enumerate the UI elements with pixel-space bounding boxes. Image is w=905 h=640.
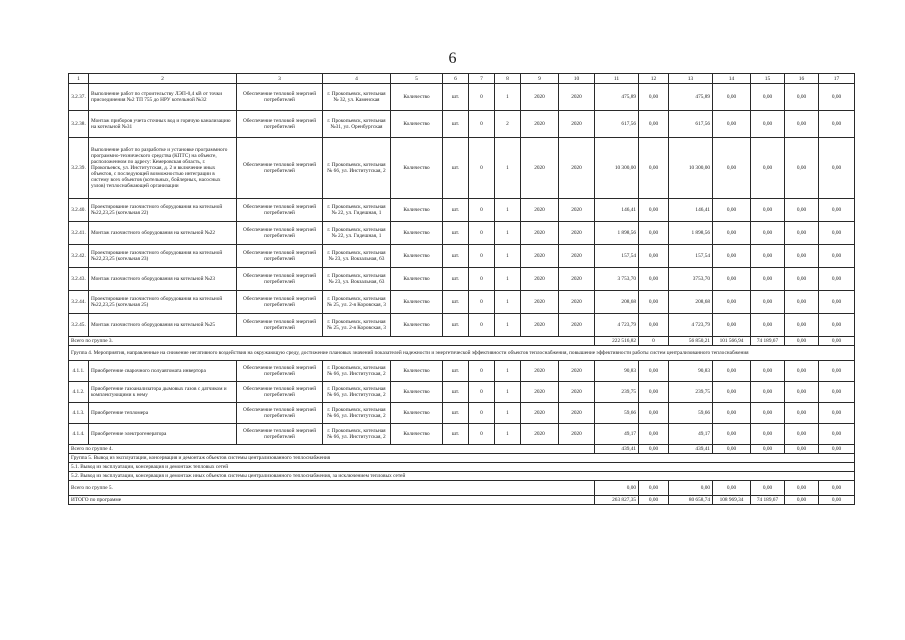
value-cell-c7: 0 (469, 382, 495, 403)
total-row (69, 445, 855, 454)
total-row (69, 481, 855, 496)
table-row (69, 222, 855, 245)
row-number-cell: 3.2.44. (69, 291, 89, 314)
value-cell-c16: 0,00 (785, 361, 819, 382)
value-cell-c7: 0 (469, 314, 495, 337)
value-cell-c13: 157,54 (669, 245, 713, 268)
location-cell: г. Прокопьевск, котельная №31, ул. Оренбургская (323, 111, 391, 138)
value-cell-c9: 2020 (521, 382, 559, 403)
total-value-cell: 439,41 (595, 445, 639, 454)
column-number-cell: 13 (669, 74, 713, 84)
location-cell: г. Прокопьевск, котельная № 66, ул. Институтская, 2 (323, 424, 391, 445)
value-cell-c13: 208,68 (669, 291, 713, 314)
value-cell-c8: 1 (495, 222, 521, 245)
value-cell-c10: 2020 (559, 424, 595, 445)
value-cell-c12: 0,00 (639, 111, 669, 138)
location-cell: г. Прокопьевск, котельная № 22, ул. Гидешная, 1 (323, 222, 391, 245)
value-cell-c17: 0,00 (819, 424, 855, 445)
column-number-cell: 9 (521, 74, 559, 84)
value-cell-c6: шт. (443, 199, 469, 222)
value-cell-c12: 0,00 (639, 361, 669, 382)
value-cell-c6: шт. (443, 291, 469, 314)
value-cell-c6: шт. (443, 138, 469, 199)
value-cell-c9: 2020 (521, 111, 559, 138)
value-cell-c8: 1 (495, 138, 521, 199)
value-cell-c16: 0,00 (785, 403, 819, 424)
value-cell-c7: 0 (469, 268, 495, 291)
value-cell-c15: 0,00 (751, 199, 785, 222)
location-cell: г. Прокопьевск, котельная № 66, ул. Институтская, 2 (323, 138, 391, 199)
purpose-cell: Обеспечение тепловой энергией потребителей (237, 382, 323, 403)
total-value-cell: 0,00 (785, 337, 819, 346)
total-value-cell: 0,00 (785, 445, 819, 454)
total-row (69, 496, 855, 505)
row-number-cell: 3.2.45. (69, 314, 89, 337)
value-cell-c5: Количество (391, 403, 443, 424)
value-cell-c17: 0,00 (819, 138, 855, 199)
location-cell: г. Прокопьевск, котельная № 66, ул. Институтская, 2 (323, 403, 391, 424)
value-cell-c10: 2020 (559, 268, 595, 291)
total-value-cell: 0,00 (785, 481, 819, 496)
table-body (69, 74, 855, 505)
table-row (69, 314, 855, 337)
value-cell-c5: Количество (391, 84, 443, 111)
value-cell-c13: 90,83 (669, 361, 713, 382)
total-value-cell: 0,00 (751, 445, 785, 454)
purpose-cell: Обеспечение тепловой энергией потребителей (237, 84, 323, 111)
column-number-cell: 17 (819, 74, 855, 84)
total-value-cell: 74 189,67 (751, 337, 785, 346)
value-cell-c15: 0,00 (751, 424, 785, 445)
description-cell: Проектирование газочистного оборудования на котельной №22,23,25 (котельная 25) (89, 291, 237, 314)
value-cell-c7: 0 (469, 111, 495, 138)
total-value-cell: 56 850,21 (669, 337, 713, 346)
group-5-subsection-2-cell: 5.2. Вывод из эксплуатации, консервация и демонтаж иных объектов системы централизованного теплоснабжения, за исключением тепловых сетей (69, 472, 855, 481)
value-cell-c11: 157,54 (595, 245, 639, 268)
column-number-cell: 4 (323, 74, 391, 84)
value-cell-c7: 0 (469, 199, 495, 222)
location-cell: г. Прокопьевск, котельная № 23, ул. Вокзальная, 63 (323, 245, 391, 268)
row-number-cell: 4.1.2. (69, 382, 89, 403)
total-value-cell: 0,00 (785, 496, 819, 505)
table-row (69, 199, 855, 222)
value-cell-c14: 0,00 (713, 291, 751, 314)
value-cell-c5: Количество (391, 138, 443, 199)
location-cell: г. Прокопьевск, котельная № 25, ул. 2-я Коровская, 3 (323, 314, 391, 337)
purpose-cell: Обеспечение тепловой энергией потребителей (237, 245, 323, 268)
value-cell-c14: 0,00 (713, 268, 751, 291)
value-cell-c13: 1 898,56 (669, 222, 713, 245)
value-cell-c8: 1 (495, 268, 521, 291)
column-number-cell: 10 (559, 74, 595, 84)
value-cell-c9: 2020 (521, 84, 559, 111)
value-cell-c5: Количество (391, 199, 443, 222)
group-4-title-cell: Группа 4. Мероприятия, направленные на снижение негативного воздействия на окружающую среду, достижение плановых значений показателей надежности и энергетической эффективности объектов теплоснабжения, повышение эффективности работы систем централизованного теплоснабжения (69, 346, 855, 361)
row-number-cell: 3.2.43. (69, 268, 89, 291)
value-cell-c8: 1 (495, 382, 521, 403)
value-cell-c14: 0,00 (713, 84, 751, 111)
total-value-cell: 108 969,34 (713, 496, 751, 505)
value-cell-c6: шт. (443, 268, 469, 291)
column-number-cell: 6 (443, 74, 469, 84)
group-5-subsection-1 (69, 463, 855, 472)
value-cell-c16: 0,00 (785, 245, 819, 268)
value-cell-c8: 1 (495, 84, 521, 111)
value-cell-c12: 0,00 (639, 245, 669, 268)
value-cell-c15: 0,00 (751, 403, 785, 424)
purpose-cell: Обеспечение тепловой энергией потребителей (237, 111, 323, 138)
value-cell-c14: 0,00 (713, 111, 751, 138)
column-number-cell: 16 (785, 74, 819, 84)
value-cell-c17: 0,00 (819, 84, 855, 111)
value-cell-c17: 0,00 (819, 291, 855, 314)
value-cell-c14: 0,00 (713, 424, 751, 445)
value-cell-c5: Количество (391, 314, 443, 337)
value-cell-c12: 0,00 (639, 138, 669, 199)
purpose-cell: Обеспечение тепловой энергией потребителей (237, 403, 323, 424)
total-value-cell: 0,00 (819, 481, 855, 496)
purpose-cell: Обеспечение тепловой энергией потребителей (237, 291, 323, 314)
row-number-cell: 3.2.38. (69, 111, 89, 138)
value-cell-c11: 59,66 (595, 403, 639, 424)
total-value-cell: 0,00 (639, 481, 669, 496)
value-cell-c15: 0,00 (751, 111, 785, 138)
value-cell-c10: 2020 (559, 111, 595, 138)
row-number-cell: 3.2.41. (69, 222, 89, 245)
value-cell-c17: 0,00 (819, 111, 855, 138)
table-row (69, 382, 855, 403)
value-cell-c11: 4 723,79 (595, 314, 639, 337)
table-row (69, 291, 855, 314)
value-cell-c17: 0,00 (819, 361, 855, 382)
value-cell-c16: 0,00 (785, 138, 819, 199)
value-cell-c10: 2020 (559, 291, 595, 314)
value-cell-c8: 1 (495, 424, 521, 445)
value-cell-c13: 10 300,00 (669, 138, 713, 199)
value-cell-c7: 0 (469, 245, 495, 268)
table-row (69, 424, 855, 445)
value-cell-c16: 0,00 (785, 314, 819, 337)
value-cell-c10: 2020 (559, 199, 595, 222)
value-cell-c17: 0,00 (819, 199, 855, 222)
location-cell: г. Прокопьевск, котельная № 66, ул. Институтская, 2 (323, 361, 391, 382)
row-number-cell: 3.2.39. (69, 138, 89, 199)
value-cell-c7: 0 (469, 361, 495, 382)
value-cell-c9: 2020 (521, 291, 559, 314)
description-cell: Проектирование газочистного оборудования на котельной №22,23,25 (котельная 23) (89, 245, 237, 268)
value-cell-c11: 475,89 (595, 84, 639, 111)
table-row (69, 111, 855, 138)
column-number-cell: 2 (89, 74, 237, 84)
total-value-cell: 0,00 (639, 445, 669, 454)
value-cell-c6: шт. (443, 403, 469, 424)
value-cell-c9: 2020 (521, 199, 559, 222)
value-cell-c12: 0,00 (639, 222, 669, 245)
value-cell-c16: 0,00 (785, 268, 819, 291)
value-cell-c14: 0,00 (713, 361, 751, 382)
value-cell-c9: 2020 (521, 138, 559, 199)
value-cell-c5: Количество (391, 245, 443, 268)
investment-program-table (68, 73, 855, 505)
value-cell-c12: 0,00 (639, 268, 669, 291)
location-cell: г. Прокопьевск, котельная № 23, ул. Вокзальная, 63 (323, 268, 391, 291)
value-cell-c12: 0,00 (639, 382, 669, 403)
total-label-cell: Всего по группе 4. (69, 445, 595, 454)
value-cell-c16: 0,00 (785, 84, 819, 111)
value-cell-c5: Количество (391, 268, 443, 291)
total-value-cell: 0,00 (819, 445, 855, 454)
value-cell-c16: 0,00 (785, 111, 819, 138)
table-row (69, 268, 855, 291)
value-cell-c5: Количество (391, 361, 443, 382)
value-cell-c11: 10 300,00 (595, 138, 639, 199)
value-cell-c11: 49,17 (595, 424, 639, 445)
value-cell-c11: 239,75 (595, 382, 639, 403)
value-cell-c11: 208,68 (595, 291, 639, 314)
total-row (69, 337, 855, 346)
header-row (69, 74, 855, 84)
value-cell-c8: 1 (495, 314, 521, 337)
description-cell: Монтаж газочистного оборудования на котельной №23 (89, 268, 237, 291)
description-cell: Приобретение сварочного полуавтомата инвертора (89, 361, 237, 382)
value-cell-c10: 2020 (559, 138, 595, 199)
row-number-cell: 4.1.4. (69, 424, 89, 445)
value-cell-c14: 0,00 (713, 138, 751, 199)
value-cell-c13: 49,17 (669, 424, 713, 445)
column-number-cell: 11 (595, 74, 639, 84)
value-cell-c14: 0,00 (713, 403, 751, 424)
value-cell-c8: 1 (495, 291, 521, 314)
value-cell-c13: 59,66 (669, 403, 713, 424)
value-cell-c10: 2020 (559, 361, 595, 382)
value-cell-c12: 0,00 (639, 403, 669, 424)
value-cell-c11: 1 898,56 (595, 222, 639, 245)
value-cell-c11: 146,41 (595, 199, 639, 222)
total-value-cell: 0 (639, 337, 669, 346)
value-cell-c12: 0,00 (639, 199, 669, 222)
description-cell: Выполнение работ по строительству ЛЭП-0,4 кВ от точки присоединения №2 ТП 755 до НРУ котельной №32 (89, 84, 237, 111)
total-label-cell: Всего по группе 5. (69, 481, 595, 496)
value-cell-c9: 2020 (521, 361, 559, 382)
purpose-cell: Обеспечение тепловой энергией потребителей (237, 222, 323, 245)
value-cell-c9: 2020 (521, 314, 559, 337)
value-cell-c9: 2020 (521, 403, 559, 424)
value-cell-c14: 0,00 (713, 382, 751, 403)
column-number-cell: 8 (495, 74, 521, 84)
value-cell-c15: 0,00 (751, 361, 785, 382)
value-cell-c7: 0 (469, 84, 495, 111)
value-cell-c5: Количество (391, 111, 443, 138)
total-value-cell: 0,00 (751, 481, 785, 496)
value-cell-c11: 90,83 (595, 361, 639, 382)
value-cell-c8: 2 (495, 111, 521, 138)
value-cell-c17: 0,00 (819, 314, 855, 337)
value-cell-c17: 0,00 (819, 382, 855, 403)
total-value-cell: 0,00 (819, 337, 855, 346)
total-value-cell: 0,00 (713, 445, 751, 454)
group-5-subsection-1-cell: 5.1. Вывод из эксплуатации, консервация и демонтаж тепловых сетей (69, 463, 855, 472)
value-cell-c7: 0 (469, 291, 495, 314)
total-value-cell: 263 827,35 (595, 496, 639, 505)
location-cell: г. Прокопьевск, котельная № 25, ул. 2-я Коровская, 3 (323, 291, 391, 314)
value-cell-c12: 0,00 (639, 424, 669, 445)
description-cell: Монтаж приборов учета сточных вод и горячую канализацию на котельной №31 (89, 111, 237, 138)
purpose-cell: Обеспечение тепловой энергией потребителей (237, 424, 323, 445)
description-cell: Монтаж газочистного оборудования на котельной №25 (89, 314, 237, 337)
value-cell-c9: 2020 (521, 245, 559, 268)
total-value-cell: 0,00 (819, 496, 855, 505)
total-value-cell: 0,00 (639, 496, 669, 505)
description-cell: Проектирование газочистного оборудования на котельной №22,23,25 (котельная 22) (89, 199, 237, 222)
value-cell-c7: 0 (469, 222, 495, 245)
value-cell-c10: 2020 (559, 314, 595, 337)
value-cell-c10: 2020 (559, 382, 595, 403)
value-cell-c8: 1 (495, 199, 521, 222)
column-number-cell: 7 (469, 74, 495, 84)
location-cell: г. Прокопьевск, котельная № 32, ул. Каменская (323, 84, 391, 111)
table-row (69, 361, 855, 382)
value-cell-c10: 2020 (559, 403, 595, 424)
value-cell-c13: 4 723,79 (669, 314, 713, 337)
value-cell-c10: 2020 (559, 245, 595, 268)
location-cell: г. Прокопьевск, котельная № 22, ул. Гидешная, 1 (323, 199, 391, 222)
value-cell-c6: шт. (443, 84, 469, 111)
total-value-cell: 0,00 (713, 481, 751, 496)
value-cell-c15: 0,00 (751, 222, 785, 245)
table-row (69, 403, 855, 424)
total-value-cell: 80 658,74 (669, 496, 713, 505)
value-cell-c13: 146,41 (669, 199, 713, 222)
column-number-cell: 12 (639, 74, 669, 84)
description-cell: Приобретение электрогенератора (89, 424, 237, 445)
row-number-cell: 4.1.3. (69, 403, 89, 424)
column-number-cell: 14 (713, 74, 751, 84)
value-cell-c5: Количество (391, 424, 443, 445)
purpose-cell: Обеспечение тепловой энергией потребителей (237, 314, 323, 337)
table-row (69, 245, 855, 268)
value-cell-c13: 3753,70 (669, 268, 713, 291)
description-cell: Выполнение работ по разработке и установке программного программно-технического средства (КПТС) на объекте, расположенном по адресу: Кемеровская область, г. Прокопьевск, ул. Институтская, д. 2 и включение иных объектов, с последующей возможностью интеграции в систему всех объектов (котельных, бойлерных, насосных узлов) теплоснабжающей организации (89, 138, 237, 199)
value-cell-c5: Количество (391, 291, 443, 314)
value-cell-c5: Количество (391, 222, 443, 245)
value-cell-c6: шт. (443, 361, 469, 382)
value-cell-c13: 239,75 (669, 382, 713, 403)
value-cell-c9: 2020 (521, 268, 559, 291)
value-cell-c8: 1 (495, 361, 521, 382)
description-cell: Приобретение тепломера (89, 403, 237, 424)
value-cell-c15: 0,00 (751, 291, 785, 314)
purpose-cell: Обеспечение тепловой энергией потребителей (237, 268, 323, 291)
purpose-cell: Обеспечение тепловой энергией потребителей (237, 199, 323, 222)
value-cell-c16: 0,00 (785, 424, 819, 445)
value-cell-c7: 0 (469, 403, 495, 424)
value-cell-c15: 0,00 (751, 245, 785, 268)
value-cell-c12: 0,00 (639, 84, 669, 111)
value-cell-c15: 0,00 (751, 314, 785, 337)
value-cell-c12: 0,00 (639, 314, 669, 337)
value-cell-c8: 1 (495, 245, 521, 268)
value-cell-c16: 0,00 (785, 382, 819, 403)
group-4-title (69, 346, 855, 361)
value-cell-c6: шт. (443, 382, 469, 403)
column-number-cell: 3 (237, 74, 323, 84)
total-value-cell: 0,00 (595, 481, 639, 496)
row-number-cell: 3.2.42. (69, 245, 89, 268)
value-cell-c6: шт. (443, 222, 469, 245)
value-cell-c13: 617,56 (669, 111, 713, 138)
column-number-cell: 15 (751, 74, 785, 84)
total-value-cell: 439,41 (669, 445, 713, 454)
value-cell-c10: 2020 (559, 84, 595, 111)
value-cell-c6: шт. (443, 314, 469, 337)
value-cell-c16: 0,00 (785, 199, 819, 222)
value-cell-c14: 0,00 (713, 245, 751, 268)
value-cell-c6: шт. (443, 111, 469, 138)
value-cell-c9: 2020 (521, 424, 559, 445)
value-cell-c11: 3 753,70 (595, 268, 639, 291)
value-cell-c7: 0 (469, 424, 495, 445)
value-cell-c11: 617,56 (595, 111, 639, 138)
value-cell-c15: 0,00 (751, 84, 785, 111)
value-cell-c7: 0 (469, 138, 495, 199)
value-cell-c13: 475,89 (669, 84, 713, 111)
purpose-cell: Обеспечение тепловой энергией потребителей (237, 138, 323, 199)
value-cell-c16: 0,00 (785, 291, 819, 314)
total-value-cell: 0,00 (669, 481, 713, 496)
value-cell-c5: Количество (391, 382, 443, 403)
value-cell-c12: 0,00 (639, 291, 669, 314)
purpose-cell: Обеспечение тепловой энергией потребителей (237, 361, 323, 382)
total-value-cell: 101 566,94 (713, 337, 751, 346)
value-cell-c17: 0,00 (819, 268, 855, 291)
total-value-cell: 74 189,67 (751, 496, 785, 505)
table-row (69, 138, 855, 199)
group-5-title (69, 454, 855, 463)
value-cell-c15: 0,00 (751, 382, 785, 403)
value-cell-c17: 0,00 (819, 403, 855, 424)
value-cell-c14: 0,00 (713, 199, 751, 222)
group-5-subsection-2 (69, 472, 855, 481)
value-cell-c9: 2020 (521, 222, 559, 245)
description-cell: Приобретение газоанализатора дымовых газов с датчиком и комплектующими к нему (89, 382, 237, 403)
total-label-cell: ИТОГО по программе (69, 496, 595, 505)
location-cell: г. Прокопьевск, котельная № 66, ул. Институтская, 2 (323, 382, 391, 403)
row-number-cell: 4.1.1. (69, 361, 89, 382)
value-cell-c15: 0,00 (751, 138, 785, 199)
total-value-cell: 222 516,82 (595, 337, 639, 346)
group-5-title-cell: Группа 5. Вывод из эксплуатации, консервация и демонтаж объектов системы централизованного теплоснабжения (69, 454, 855, 463)
value-cell-c14: 0,00 (713, 222, 751, 245)
row-number-cell: 3.2.40. (69, 199, 89, 222)
page-number: 6 (448, 50, 457, 67)
value-cell-c17: 0,00 (819, 245, 855, 268)
description-cell: Монтаж газочистного оборудования на котельной №22 (89, 222, 237, 245)
value-cell-c14: 0,00 (713, 314, 751, 337)
column-number-cell: 1 (69, 74, 89, 84)
table-row (69, 84, 855, 111)
value-cell-c16: 0,00 (785, 222, 819, 245)
value-cell-c6: шт. (443, 245, 469, 268)
value-cell-c17: 0,00 (819, 222, 855, 245)
value-cell-c10: 2020 (559, 222, 595, 245)
value-cell-c15: 0,00 (751, 268, 785, 291)
value-cell-c8: 1 (495, 403, 521, 424)
value-cell-c6: шт. (443, 424, 469, 445)
total-label-cell: Всего по группе 3. (69, 337, 595, 346)
row-number-cell: 3.2.37. (69, 84, 89, 111)
column-number-cell: 5 (391, 74, 443, 84)
